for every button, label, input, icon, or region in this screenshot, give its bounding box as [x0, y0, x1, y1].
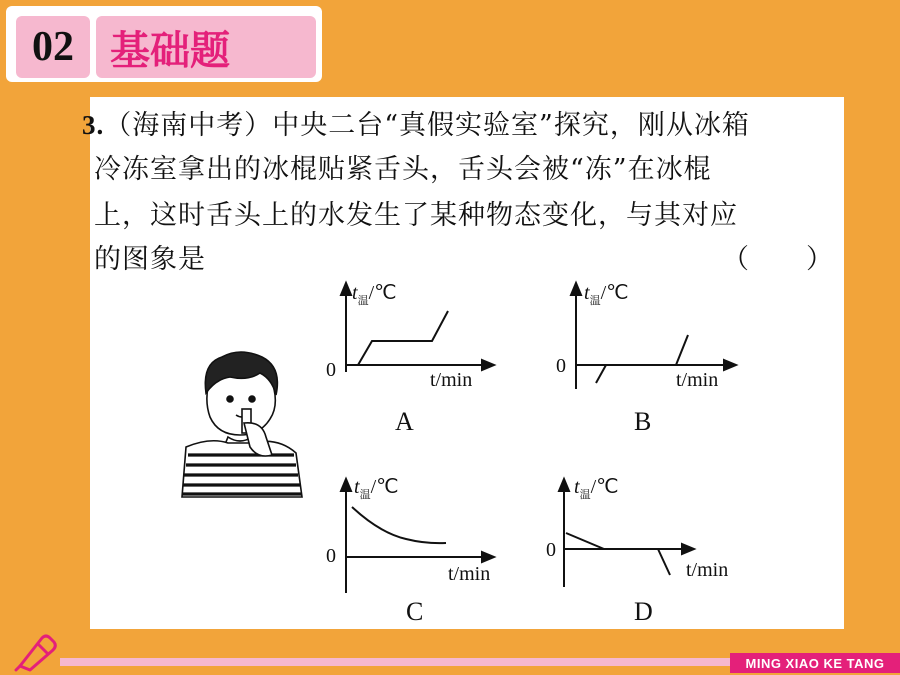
graph-a-curve	[358, 311, 448, 365]
graph-c-x-label: t/min	[448, 563, 491, 585]
section-header	[6, 6, 322, 82]
section-title: 基础题	[96, 16, 316, 78]
graph-a-origin: 0	[326, 359, 336, 381]
graph-a-x-label: t/min	[430, 369, 473, 391]
question-line-3: 上，这时舌头上的水发生了某种物态变化，与其对应	[94, 200, 738, 231]
graph-a-y-label: $t_温/℃$	[352, 282, 397, 307]
graph-c-origin: 0	[326, 545, 336, 567]
question-line-1: 3.（海南中考）中央二台“真假实验室”探究，刚从冰箱	[82, 110, 750, 141]
graph-d-curve-1	[566, 533, 604, 549]
footer-divider	[60, 658, 730, 666]
question-line-4: 的图象是	[94, 244, 206, 275]
graph-d-origin: 0	[546, 539, 556, 561]
section-number: 02	[16, 16, 90, 78]
graph-b-x-label: t/min	[676, 369, 719, 391]
question-panel	[82, 97, 844, 629]
footer-brand: MING XIAO KE TANG	[730, 653, 900, 673]
option-d-label: D	[634, 597, 653, 626]
option-c-label: C	[406, 597, 424, 626]
graph-b-curve-2	[676, 335, 688, 365]
graph-c-curve	[352, 507, 446, 543]
graph-c-y-label: $t_温/℃$	[354, 476, 399, 501]
question-number: 3.	[82, 110, 105, 140]
graph-d-curve-2	[658, 549, 670, 575]
graph-d-x-label: t/min	[686, 559, 729, 581]
graph-b-origin: 0	[556, 355, 566, 377]
answer-blank: （ ）	[722, 244, 834, 275]
pencil-icon	[12, 628, 62, 672]
graph-b-curve-1	[596, 365, 606, 383]
option-b-label: B	[634, 407, 652, 436]
graph-b-y-label: $t_温/℃$	[584, 282, 629, 307]
option-a-label: A	[395, 407, 414, 436]
question-line-2: 冷冻室拿出的冰棍贴紧舌头，舌头会被“冻”在冰棍	[94, 154, 712, 185]
boy-illustration	[182, 352, 302, 497]
answer-figures	[90, 97, 844, 629]
graph-d-y-label: $t_温/℃$	[574, 476, 619, 501]
